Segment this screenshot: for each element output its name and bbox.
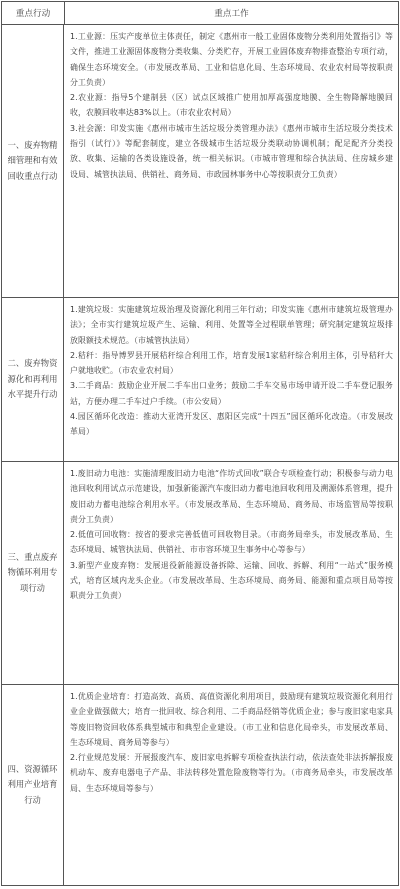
- work-cell: [64, 298, 398, 461]
- work-item: 1.工业源：压实产废单位主体责任，制定《惠州市一般工业固体废物分类利用处置指引》等文件，推进工业源固体废物分类收集、分类贮存，开展工业固体废弃物排查整治专项行动，确保生态环境安全。（市发展改革局、工业和信息化局、生态环境局、农业农村局等按职责分工负责）: [70, 32, 393, 87]
- action-label: 二、废弃物资源化和再利用水平提升行动: [7, 358, 58, 400]
- work-item: 4.园区循环化改造：推动大亚湾开发区、惠阳区完成“十四五”园区循环化改造。（市发展改革局）: [70, 412, 393, 437]
- work-item: 2.秸秆：指导博罗县开展秸秆综合利用工作，培育发展1家秸秆综合利用主体，引导秸秆大户就地收贮。（市农业农村局）: [70, 350, 393, 376]
- action-label: 四、资源循环利用产业培育行动: [7, 763, 58, 805]
- work-cell: [64, 25, 398, 297]
- action-cell: [2, 462, 64, 684]
- key-actions-table: [1, 1, 399, 886]
- work-cell: [64, 685, 398, 885]
- work-item: 1.建筑垃圾：实施建筑垃圾治理及资源化利用三年行动；印发实施《惠州市建筑垃圾管理办法》；全市实行建筑垃圾产生、运输、利用、处置等全过程联单管理；研究制定建筑垃圾排放限额技术规范。（市城管执法局）: [70, 305, 393, 345]
- action-cell: [2, 298, 64, 461]
- action-cell: [2, 685, 64, 885]
- action-label: 三、重点废弃物循环利用专项行动: [7, 551, 58, 593]
- table-row: [2, 298, 398, 462]
- table-header: [2, 2, 398, 25]
- work-item: 2.低值可回收物：按省的要求完善低值可回收物目录。（市商务局牵头，市发展改革局、生态环境局、城管执法局、供销社、市市容环境卫生事务中心等参与）: [70, 530, 393, 555]
- work-item: 3.新型产业废弃物：发展退役新能源设备拆除、运输、回收、拆解、利用“一站式”服务模式，培育区域内龙头企业。（市发展改革局、生态环境局、商务局、能源和重点项目局等按职责分工负责）: [70, 560, 393, 601]
- table-row: [2, 25, 398, 298]
- work-item: 1.优质企业培育：打造高效、高质、高值资源化利用项目，鼓励现有建筑垃圾资源化利用行业企业做强做大；培育一批回收、综合利用、二手商品经销等优质企业；参与废旧家电家具等废旧物资回收体系典型城市和典型企业建设。（市工业和信息化局牵头，市发展改革局、生态环境局、商务局等参与）: [70, 692, 393, 747]
- work-cell: [64, 462, 398, 684]
- table-row: [2, 462, 398, 685]
- header-work: 重点工作: [214, 9, 249, 19]
- work-item: 2.行业规范发展：开展报废汽车、废旧家电拆解专项检查执法行动，依法查处非法拆解报废机动车、废弃电器电子产品、非法转移处置危险废物等行为。（市商务局牵头，市发展改革局、生态环境局等参与）: [70, 753, 393, 793]
- header-action: 重点行动: [2, 2, 65, 24]
- action-cell: [2, 25, 64, 297]
- work-item: 1.废旧动力电池：实施清理废旧动力电池“作坊式回收”联合专项检查行动；积极参与动力电池回收利用试点示范建设，加强新能源汽车废旧动力蓄电池回收利用及溯源体系管理，提升废旧动力蓄电池综合利用水平。（市发展改革局、生态环境局、商务局、市场监管局等按职责分工负责）: [70, 469, 393, 524]
- work-item: 2.农业源：指导5个建制县（区）试点区域推广使用加厚高强度地膜、全生物降解地膜回收，农膜回收率达83%以上。（市农业农村局）: [70, 93, 393, 118]
- work-item: 3.二手商品：鼓励企业开展二手车出口业务；鼓励二手车交易市场申请开设二手车登记服务站，方便办理二手车过户手续。（市公安局）: [70, 381, 393, 406]
- work-item: 3.社会源：印发实施《惠州市城市生活垃圾分类管理办法》《惠州市城市生活垃圾分类技术指引（试行）》等配套制度，建立各级城市生活垃圾分类联动协调机制；配足配齐分类投放、收集、运输的各类设施设备，统一相关标识。（市城市管理和综合执法局、住房城乡建设局、城管执法局、供销社、商务局、市政园林事务中心等按职责分工负责）: [70, 123, 393, 179]
- action-label: 一、废弃物精细管理和有效回收重点行动: [7, 139, 58, 181]
- table-row: [2, 685, 398, 885]
